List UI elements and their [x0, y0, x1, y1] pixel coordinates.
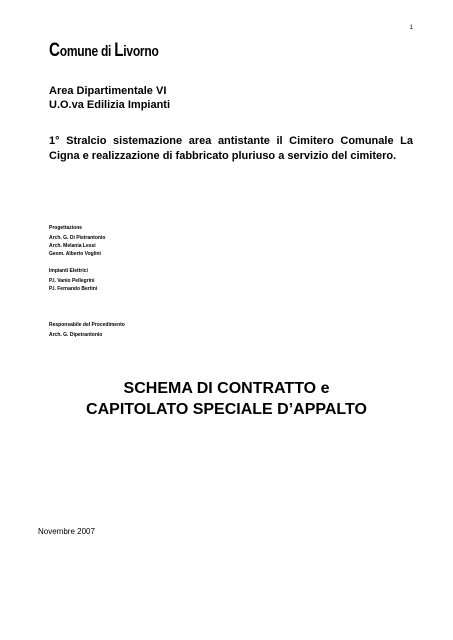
organization-title: [49, 40, 159, 62]
design-team-block: [49, 224, 105, 258]
electrical-heading: Impianti Elettrici: [49, 268, 88, 274]
document-date: Novembre 2007: [38, 527, 95, 536]
design-team-member: Arch. G. Di Pietrantonio: [49, 235, 106, 241]
org-initial-c: C: [49, 40, 60, 61]
design-team-member: Geom. Alberto Voglini: [49, 251, 101, 257]
electrical-member: P.I. Fernando Bertini: [49, 286, 98, 292]
org-initial-l: L: [114, 40, 124, 61]
manager-block: [49, 321, 125, 339]
document-main-title: [0, 378, 453, 420]
org-text-ivorno: ivorno: [123, 43, 159, 60]
project-description-text: 1° Stralcio sistemazione area antistante il Cimitero Comunale La Cigna e realizzazione di fabbricato pluriuso a servizio del cimitero.: [49, 135, 413, 162]
design-team-member: Arch. Melania Lessi: [49, 243, 96, 249]
design-team-heading: Progettazione: [49, 225, 83, 231]
page-number: 1: [409, 25, 413, 31]
project-description: [49, 134, 413, 164]
main-title-line2: CAPITOLATO SPECIALE D’APPALTO: [86, 401, 367, 418]
org-text-omune-di: omune di: [59, 43, 115, 60]
main-title-line1: SCHEMA DI CONTRATTO e: [123, 380, 330, 397]
department-unit: U.O.va Edilizia Impianti: [49, 99, 171, 111]
electrical-block: [49, 267, 97, 293]
electrical-member: P.I. Vanio Pellegrini: [49, 278, 95, 284]
department-block: [49, 84, 170, 112]
department-name: Area Dipartimentale VI: [49, 85, 167, 97]
manager-member: Arch. G. Dipetrantonio: [49, 332, 103, 338]
manager-heading: Responsabile del Procedimento: [49, 322, 125, 328]
